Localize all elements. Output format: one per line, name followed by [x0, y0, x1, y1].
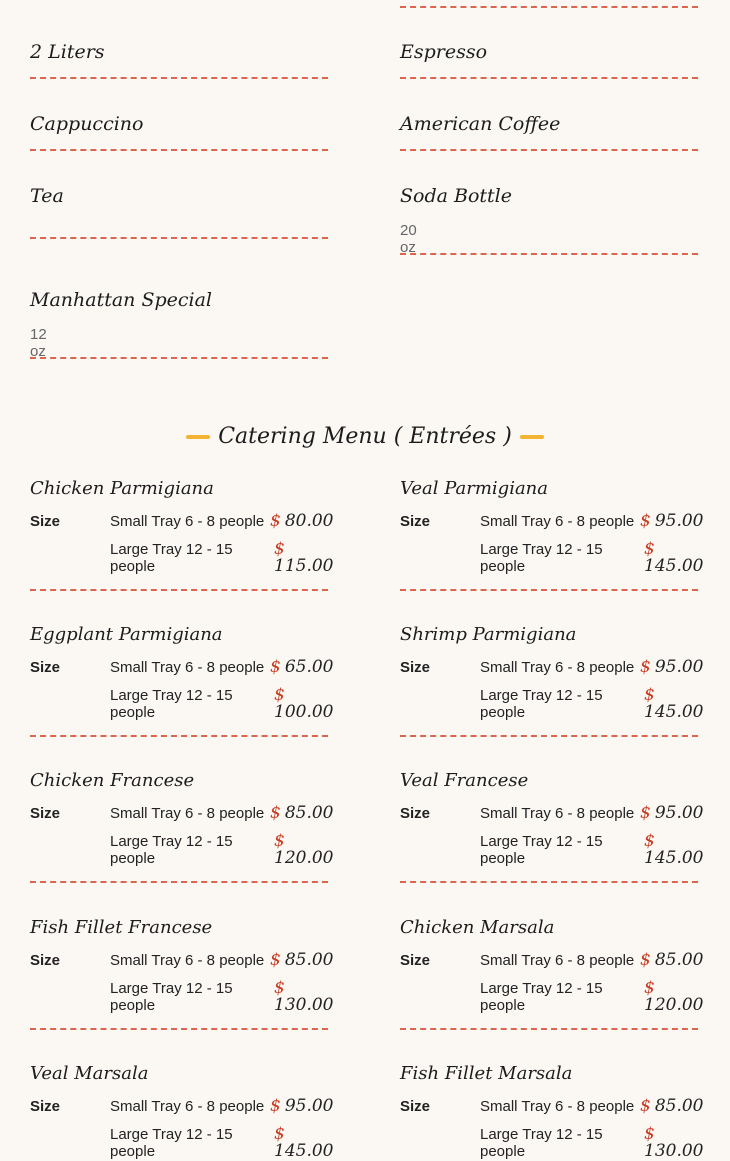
size-label: Size [400, 659, 431, 676]
large-tray-label: Large Tray 12 - 15 people [110, 1126, 233, 1160]
dish-name: Veal Marsala [30, 1063, 149, 1084]
small-tray-price: $ 95.00 [640, 803, 704, 823]
size-label: Size [400, 952, 431, 969]
divider [400, 149, 698, 151]
catering-dish [400, 624, 704, 722]
small-tray-label: Small Tray 6 - 8 people [480, 659, 635, 676]
divider [30, 149, 328, 151]
large-tray-price: $ 115.00 [274, 539, 334, 576]
small-tray-label: Small Tray 6 - 8 people [480, 1098, 635, 1115]
catering-dish [30, 770, 334, 868]
large-tray-price: $ 130.00 [274, 978, 334, 1015]
small-tray-price: $ 85.00 [640, 1096, 704, 1116]
large-tray-price: $ 130.00 [644, 1124, 704, 1161]
divider [30, 237, 328, 239]
catering-dish [400, 770, 704, 868]
catering-dish [30, 624, 334, 722]
dish-name: Fish Fillet Marsala [400, 1063, 573, 1084]
item-name: Cappuccino [30, 113, 144, 135]
item-name: American Coffee [400, 113, 561, 135]
dish-name: Eggplant Parmigiana [30, 624, 223, 645]
size-label: Size [30, 952, 61, 969]
small-tray-label: Small Tray 6 - 8 people [110, 952, 265, 969]
divider [30, 589, 328, 591]
small-tray-price: $ 95.00 [640, 511, 704, 531]
small-tray-label: Small Tray 6 - 8 people [480, 952, 635, 969]
large-tray-label: Large Tray 12 - 15 people [480, 687, 603, 721]
dish-name: Chicken Francese [30, 770, 195, 791]
small-tray-label: Small Tray 6 - 8 people [110, 513, 265, 530]
large-tray-price: $ 145.00 [274, 1124, 334, 1161]
dish-name: Fish Fillet Francese [30, 917, 213, 938]
large-tray-label: Large Tray 12 - 15 people [110, 687, 233, 721]
heading-bar [186, 435, 210, 439]
item-name: Manhattan Special [30, 289, 213, 311]
heading-bar [520, 435, 544, 439]
large-tray-price: $ 120.00 [274, 831, 334, 868]
small-tray-price: $ 95.00 [270, 1096, 334, 1116]
size-label: Size [30, 1098, 61, 1115]
small-tray-price: $ 95.00 [640, 657, 704, 677]
size-label: Size [400, 805, 431, 822]
divider [400, 1028, 698, 1030]
large-tray-label: Large Tray 12 - 15 people [480, 541, 603, 575]
divider [400, 589, 698, 591]
divider [30, 735, 328, 737]
catering-dish [400, 478, 704, 576]
dish-name: Chicken Marsala [400, 917, 555, 938]
catering-dish [30, 917, 334, 1015]
item-note: 12 oz [30, 326, 47, 360]
small-tray-price: $ 65.00 [270, 657, 334, 677]
section-heading [0, 424, 730, 449]
dish-name: Shrimp Parmigiana [400, 624, 577, 645]
large-tray-label: Large Tray 12 - 15 people [480, 833, 603, 867]
catering-dish [30, 478, 334, 576]
large-tray-price: $ 120.00 [644, 978, 704, 1015]
dish-name: Veal Francese [400, 770, 529, 791]
large-tray-label: Large Tray 12 - 15 people [480, 1126, 603, 1160]
small-tray-price: $ 85.00 [270, 803, 334, 823]
large-tray-price: $ 100.00 [274, 685, 334, 722]
divider [400, 253, 698, 255]
item-note: 20 oz [400, 222, 417, 256]
item-name: 2 Liters [30, 41, 105, 63]
divider [400, 6, 698, 8]
small-tray-price: $ 85.00 [270, 950, 334, 970]
large-tray-price: $ 145.00 [644, 539, 704, 576]
small-tray-label: Small Tray 6 - 8 people [480, 805, 635, 822]
large-tray-price: $ 145.00 [644, 685, 704, 722]
large-tray-label: Large Tray 12 - 15 people [110, 980, 233, 1014]
size-label: Size [30, 513, 61, 530]
size-label: Size [400, 513, 431, 530]
small-tray-label: Small Tray 6 - 8 people [110, 659, 265, 676]
item-name: Tea [30, 185, 64, 207]
section-title: Catering Menu ( Entrées ) [218, 424, 512, 449]
divider [30, 357, 328, 359]
item-name: Soda Bottle [400, 185, 512, 207]
item-name: Espresso [400, 41, 488, 63]
size-label: Size [400, 1098, 431, 1115]
dish-name: Veal Parmigiana [400, 478, 549, 499]
divider [30, 77, 328, 79]
large-tray-label: Large Tray 12 - 15 people [480, 980, 603, 1014]
size-label: Size [30, 805, 61, 822]
small-tray-label: Small Tray 6 - 8 people [110, 1098, 265, 1115]
divider [30, 1028, 328, 1030]
large-tray-label: Large Tray 12 - 15 people [110, 541, 233, 575]
divider [400, 77, 698, 79]
large-tray-price: $ 145.00 [644, 831, 704, 868]
size-label: Size [30, 659, 61, 676]
divider [400, 735, 698, 737]
small-tray-label: Small Tray 6 - 8 people [480, 513, 635, 530]
large-tray-label: Large Tray 12 - 15 people [110, 833, 233, 867]
small-tray-price: $ 80.00 [270, 511, 334, 531]
divider [30, 881, 328, 883]
catering-dish [400, 917, 704, 1015]
divider [400, 881, 698, 883]
small-tray-label: Small Tray 6 - 8 people [110, 805, 265, 822]
small-tray-price: $ 85.00 [640, 950, 704, 970]
dish-name: Chicken Parmigiana [30, 478, 214, 499]
catering-dish [400, 1063, 704, 1161]
catering-dish [30, 1063, 334, 1161]
